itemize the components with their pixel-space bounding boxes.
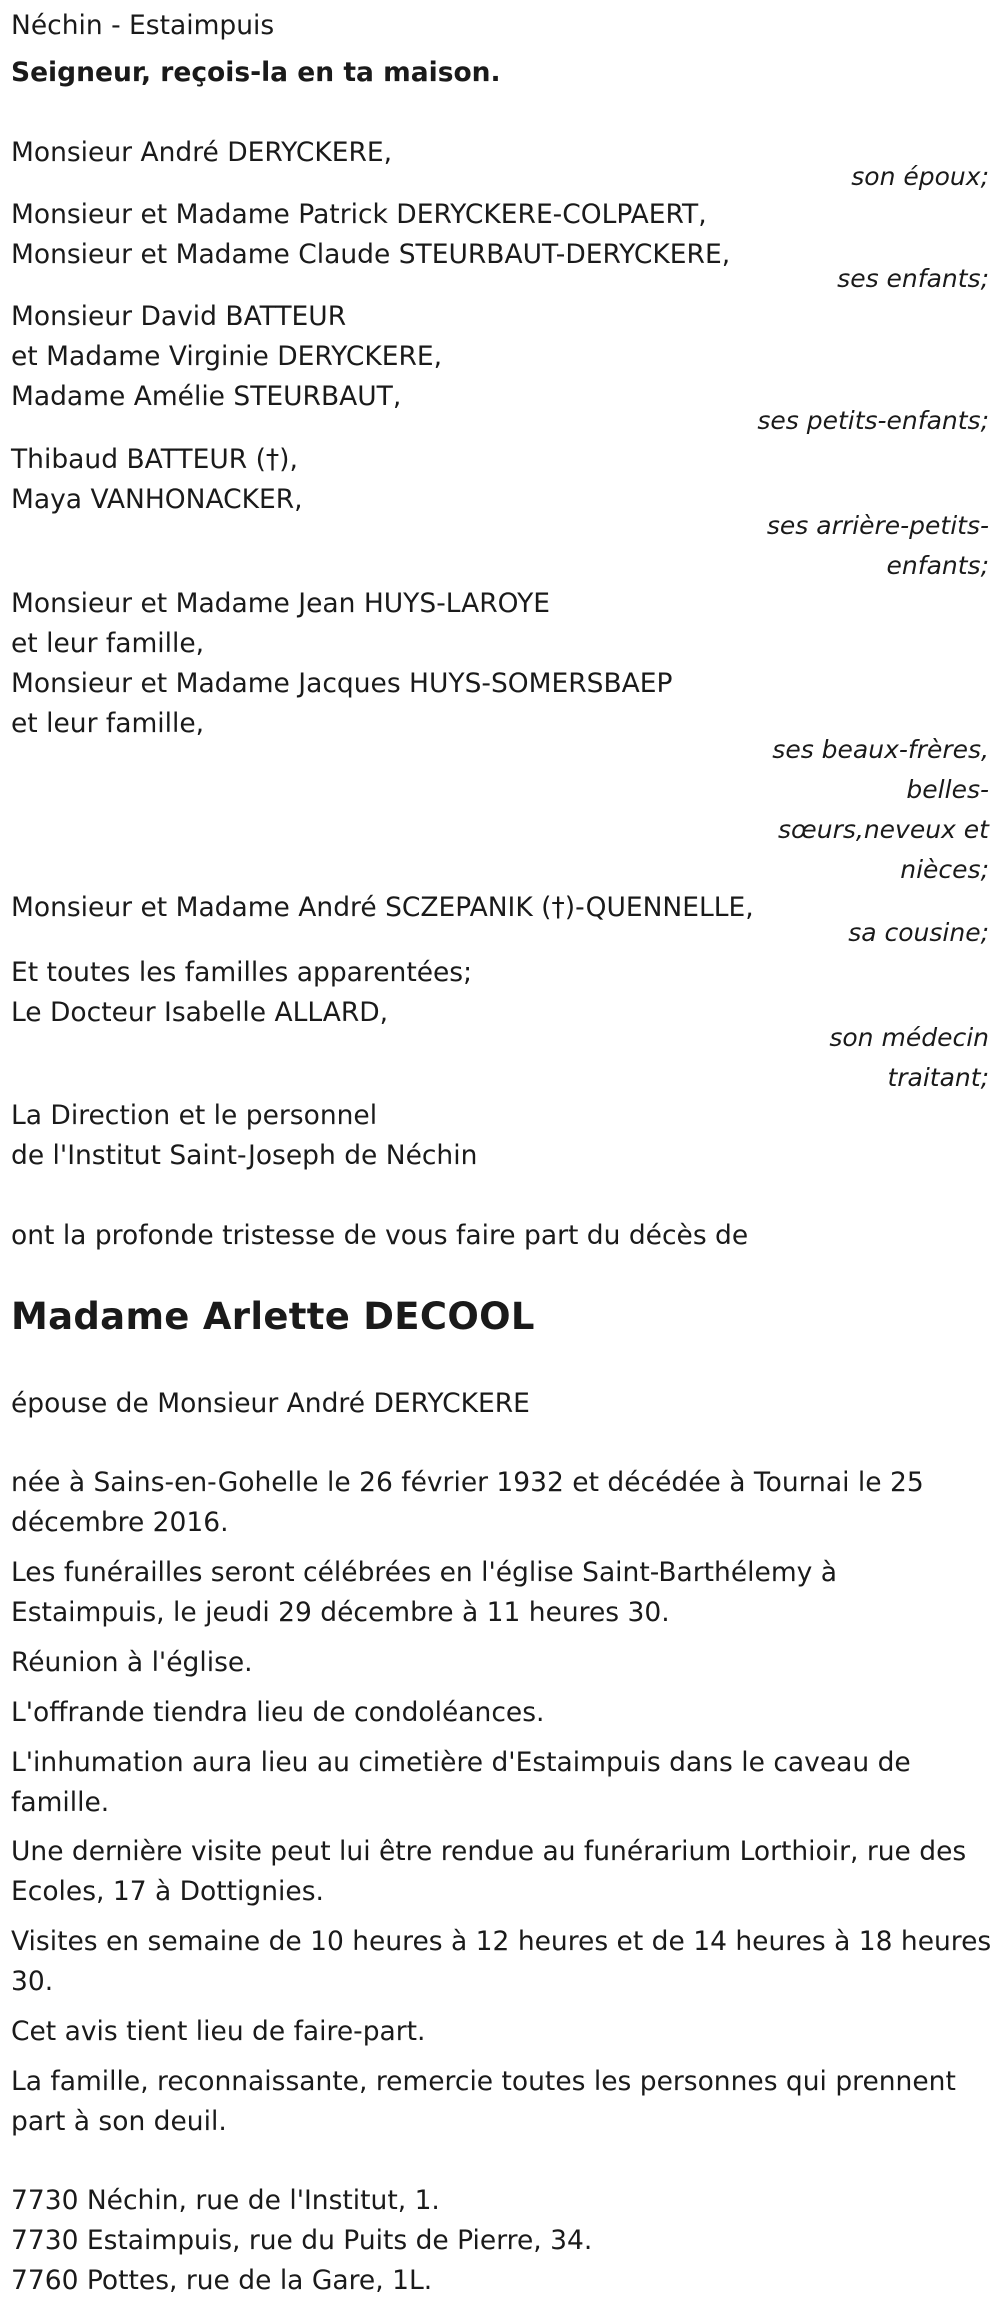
hours-line-2: 30. <box>11 1966 54 1997</box>
doctor-role-1: son médecin <box>829 1023 989 1052</box>
visit-line-2: Ecoles, 17 à Dottignies. <box>11 1876 324 1907</box>
cousin-name: Monsieur et Madame André SCZEPANIK (†)-QUENNELLE, <box>11 892 754 923</box>
announcement-intro: ont la profonde tristesse de vous faire part du décès de <box>11 1220 749 1251</box>
thanks-line-1: La famille, reconnaissante, remercie toutes les personnes qui prennent <box>11 2066 956 2097</box>
grandchildren-line-3: Madame Amélie STEURBAUT, <box>11 381 402 412</box>
greatgrandchildren-line-2: Maya VANHONACKER, <box>11 484 303 515</box>
institute-line-1: La Direction et le personnel <box>11 1100 378 1131</box>
children-role: ses enfants; <box>837 264 989 293</box>
inlaws-role-2: belles- <box>906 775 989 804</box>
address-line: 7760 Pottes, rue de la Gare, 1L. <box>11 2265 433 2296</box>
funeral-line-1: Les funérailles seront célébrées en l'église Saint-Barthélemy à <box>11 1557 837 1588</box>
location-header: Néchin - Estaimpuis <box>11 10 275 41</box>
grandchildren-line-2: et Madame Virginie DERYCKERE, <box>11 341 443 372</box>
birth-death-line-2: décembre 2016. <box>11 1507 229 1538</box>
grandchildren-role: ses petits-enfants; <box>757 406 989 435</box>
greatgrandchildren-role-1: ses arrière-petits- <box>766 511 989 540</box>
address-line: 7730 Néchin, rue de l'Institut, 1. <box>11 2185 440 2216</box>
inlaws-line-3: Monsieur et Madame Jacques HUYS-SOMERSBAEP <box>11 668 673 699</box>
inlaws-line-4: et leur famille, <box>11 708 205 739</box>
cousin-role: sa cousine; <box>848 918 989 947</box>
inlaws-role-1: ses beaux-frères, <box>772 735 989 764</box>
greatgrandchildren-role-2: enfants; <box>886 551 989 580</box>
offering-line: L'offrande tiendra lieu de condoléances. <box>11 1697 545 1728</box>
inlaws-line-2: et leur famille, <box>11 628 205 659</box>
related-families: Et toutes les familles apparentées; <box>11 957 473 988</box>
funeral-line-2: Estaimpuis, le jeudi 29 décembre à 11 heures 30. <box>11 1597 670 1628</box>
children-line-2: Monsieur et Madame Claude STEURBAUT-DERYCKERE, <box>11 239 731 270</box>
greatgrandchildren-line-1: Thibaud BATTEUR (†), <box>11 444 298 475</box>
children-line-1: Monsieur et Madame Patrick DERYCKERE-COLPAERT, <box>11 199 707 230</box>
deceased-name: Madame Arlette DECOOL <box>11 1295 535 1338</box>
spouse-of: épouse de Monsieur André DERYCKERE <box>11 1388 530 1419</box>
inlaws-role-3: sœurs,neveux et <box>778 815 989 844</box>
burial-line-1: L'inhumation aura lieu au cimetière d'Estaimpuis dans le caveau de <box>11 1747 911 1778</box>
inlaws-role-4: nièces; <box>900 855 989 884</box>
burial-line-2: famille. <box>11 1787 110 1818</box>
spouse-role: son époux; <box>851 162 989 191</box>
grandchildren-line-1: Monsieur David BATTEUR <box>11 301 347 332</box>
meeting-line: Réunion à l'église. <box>11 1647 253 1678</box>
prayer-line: Seigneur, reçois-la en ta maison. <box>11 57 501 88</box>
doctor-role-2: traitant; <box>887 1063 989 1092</box>
hours-line-1: Visites en semaine de 10 heures à 12 heures et de 14 heures à 18 heures <box>11 1926 992 1957</box>
doctor-name: Le Docteur Isabelle ALLARD, <box>11 997 389 1028</box>
spouse-name: Monsieur André DERYCKERE, <box>11 137 393 168</box>
institute-line-2: de l'Institut Saint-Joseph de Néchin <box>11 1140 478 1171</box>
birth-death-line-1: née à Sains-en-Gohelle le 26 février 1932 et décédée à Tournai le 25 <box>11 1467 924 1498</box>
thanks-line-2: part à son deuil. <box>11 2106 227 2137</box>
address-line: 7730 Estaimpuis, rue du Puits de Pierre, 34. <box>11 2225 593 2256</box>
inlaws-line-1: Monsieur et Madame Jean HUYS-LAROYE <box>11 588 551 619</box>
notice-line: Cet avis tient lieu de faire-part. <box>11 2016 426 2047</box>
visit-line-1: Une dernière visite peut lui être rendue au funérarium Lorthioir, rue des <box>11 1836 967 1867</box>
